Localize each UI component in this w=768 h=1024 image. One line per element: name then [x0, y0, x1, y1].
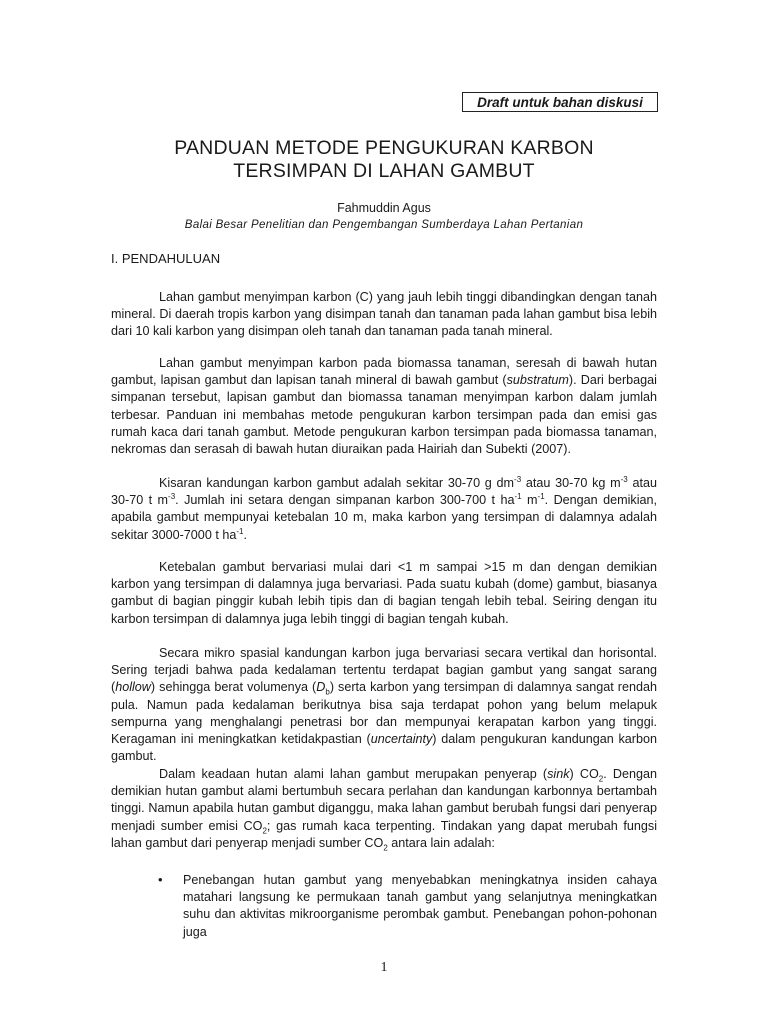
section-heading: I. PENDAHULUAN [111, 251, 221, 266]
bullet-item-text: Penebangan hutan gambut yang menyebabkan meningkatnya insiden cahaya matahari langsung ke permukaan tanah gambut yang selanjutnya meningkatkan suhu dan aktivitas mikroorganisme perombak gambut. Penebangan pohon-pohonan juga [183, 873, 657, 939]
draft-label-box: Draft untuk bahan diskusi [462, 92, 658, 112]
paragraph-5: Secara mikro spasial kandungan karbon juga bervariasi secara vertikal dan horisontal. Sering terjadi bahwa pada kedalaman tertentu terdapat bagian gambut yang sangat sarang (hollow) sehingga berat volumenya $(D_b)$ serta karbon yang tersimpan di dalamnya sangat rendah pula. Namun pada kedalaman berikutnya bisa saja terdapat pohon yang belum melapuk sempurna yang menghalangi penetrasi bor dan mempunyai kerapatan karbon yang tinggi. Keragaman ini meningkatkan ketidakpastian (uncertainty) dalam pengukuran kandungan karbon gambut. [111, 646, 657, 764]
paragraph-4: Ketebalan gambut bervariasi mulai dari <1 m sampai >15 m dan dengan demikian karbon yang tersimpan di dalamnya juga bervariasi. Pada suatu kubah (dome) gambut, biasanya gambut di bagian pinggir kubah lebih tipis dan di bagian tengah lebih tebal. Seiring dengan itu karbon tersimpan di dalamnya juga lebih tinggi di bagian tengah kubah. [111, 560, 657, 626]
title-line-2: TERSIMPAN DI LAHAN GAMBUT [233, 160, 535, 182]
paragraph-3: Kisaran kandungan karbon gambut adalah sekitar 30-70 g $dm^{-3}$ atau 30-70 kg $m^{-3}$ atau 30-70 t $m^{-3}$. Jumlah ini setara dengan simpanan karbon 300-700 t $ha^{-1}$ $m^{-1}$. Dengan demikian, apabila gambut mempunyai ketebalan 10 m, maka karbon yang tersimpan di dalamnya adalah sekitar 3000-7000 t $ha^{-1}$. [111, 474, 658, 542]
author-affiliation: Balai Besar Penelitian dan Pengembangan Sumberdaya Lahan Pertanian [184, 219, 584, 231]
paragraph-1: Lahan gambut menyimpan karbon (C) yang jauh lebih tinggi dibandingkan dengan tanah mineral. Di daerah tropis karbon yang disimpan tanah dan tanaman pada lahan gambut bisa lebih dari 10 kali karbon yang disimpan oleh tanah dan tanaman pada tanah mineral. [111, 290, 657, 339]
paragraph-2: Lahan gambut menyimpan karbon pada biomassa tanaman, seresah di bawah hutan gambut, lapisan gambut dan lapisan tanah mineral di bawah gambut (substratum). Dari berbagai simpanan tersebut, lapisan gambut dan biomassa tanaman menyimpan karbon dalam jumlah terbesar. Panduan ini membahas metode pengukuran karbon tersimpan pada dan emisi gas rumah kaca dari tanah gambut. Metode pengukuran karbon tersimpan pada biomassa tanaman, nekromas dan serasah di bawah hutan diuraikan pada Hairiah dan Subekti (2007). [111, 356, 657, 457]
paragraph-6: Dalam keadaan hutan alami lahan gambut merupakan penyerap (sink) $CO_2$. Dengan demikian hutan gambut alami bertumbuh secara perlahan dan kandungan karbonnya bertambah tinggi. Namun apabila hutan gambut diganggu, maka lahan gambut berubah fungsi dari penyerap menjadi sumber emisi $CO_2$; gas rumah kaca terpenting. Tindakan yang dapat merubah fungsi lahan gambut dari penyerap menjadi sumber $CO_2$ antara lain adalah: [111, 767, 657, 853]
title-line-1: PANDUAN METODE PENGUKURAN KARBON [174, 137, 594, 159]
author-name: Fahmuddin Agus [337, 201, 431, 215]
page-number: 1 [380, 960, 388, 975]
bullet-icon: • [158, 872, 163, 887]
